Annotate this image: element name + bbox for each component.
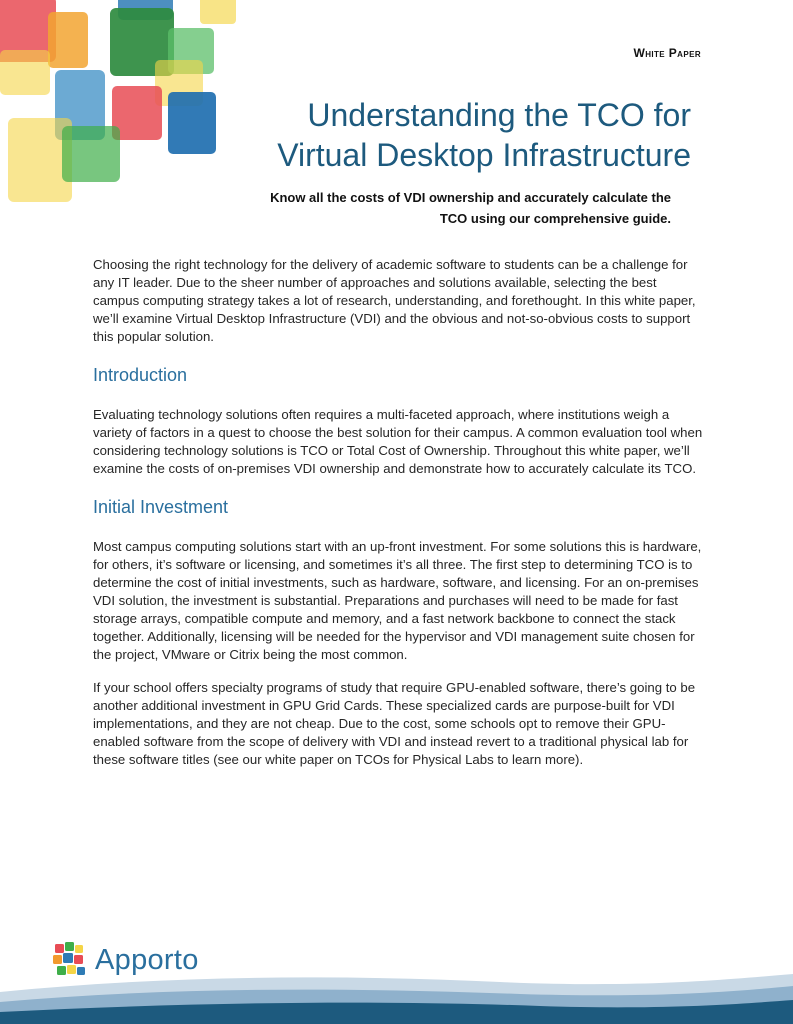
section-heading-initial-investment: Initial Investment — [93, 497, 229, 517]
page-subtitle — [191, 187, 671, 229]
logo-text: Apporto — [95, 943, 199, 976]
title-line-1: Understanding the TCO for — [307, 97, 691, 133]
document-type-label: White Paper — [633, 46, 701, 60]
title-line-2: Virtual Desktop Infrastructure — [277, 137, 691, 173]
introduction-paragraph: Evaluating technology solutions often requires a multi-faceted approach, where institutions weigh a variety of factors in a quest to choose the best solution for their campus. A common evaluation tool when considering technology solutions is TCO or Total Cost of Ownership. Throughout this white paper, we’ll examine the costs of on-premises VDI ownership and demonstrate how to accurately calculate its TCO. — [93, 407, 703, 476]
subtitle-line-1: Know all the costs of VDI ownership and accurately calculate the — [270, 190, 671, 205]
footer-wave-decoration — [0, 964, 793, 1024]
subtitle-line-2: TCO using our comprehensive guide. — [439, 211, 671, 226]
section-heading-introduction: Introduction — [93, 365, 188, 385]
intro-paragraph: Choosing the right technology for the delivery of academic software to students can be a challenge for any IT leader. Due to the sheer number of approaches and solutions available, selecting the best campus computing strategy takes a lot of research, understanding, and forethought. In this white paper, we’ll examine Virtual Desktop Infrastructure (VDI) and the obvious and not-so-obvious costs to support this popular solution. — [93, 257, 696, 344]
page-title — [191, 95, 691, 175]
body-content — [93, 256, 703, 784]
initial-investment-paragraph-2: If your school offers specialty programs of study that require GPU-enabled software, there’s going to be another additional investment in GPU Grid Cards. These specialized cards are purpose-built for VDI implementations, and they are not cheap. Due to the cost, some schools opt to remove their GPU-enabled software from the scope of delivery with VDI and instead revert to a traditional physical lab for these software titles (see our white paper on TCOs for Physical Labs to learn more). — [93, 680, 696, 767]
initial-investment-paragraph-1: Most campus computing solutions start with an up-front investment. For some solutions this is hardware, for others, it’s software or licensing, and sometimes it’s all three. The first step to determining TCO is to determine the cost of initial investments, such as hardware, software, and licensing. For an on-premises VDI solution, the investment is substantial. Preparations and purchases will need to be made for fast storage arrays, compatible compute and memory, and a fast network backbone to connect the stack together. Additionally, licensing will be needed for the hypervisor and VDI management suite chosen for the project, VMware or Citrix being the most common. — [93, 539, 702, 662]
